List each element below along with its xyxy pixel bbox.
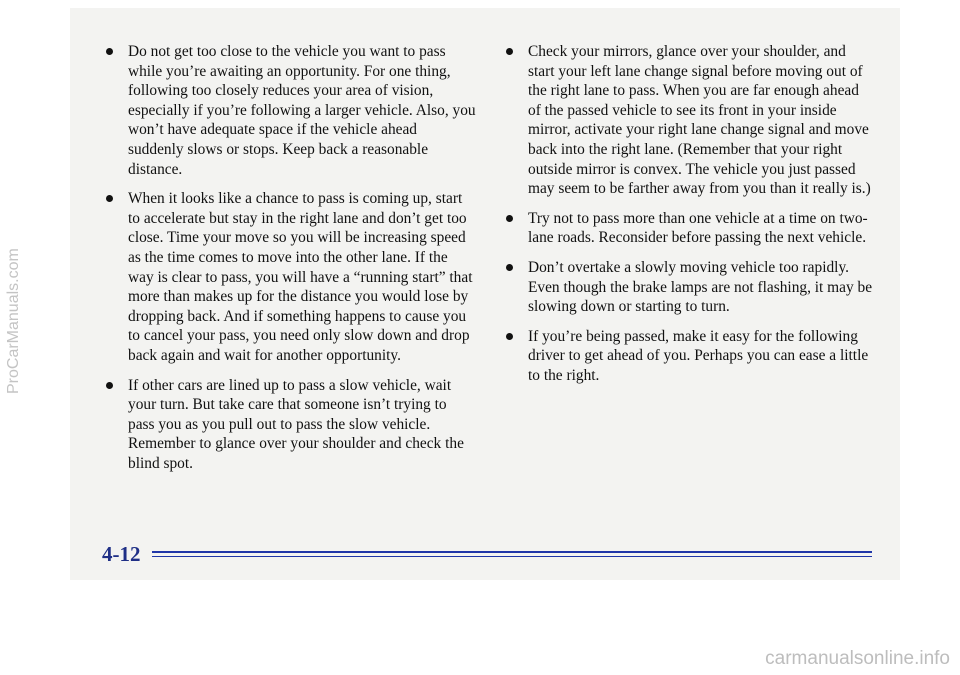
- bullet-text: If other cars are lined up to pass a slow vehicle, wait your turn. But take care that someone isn’t trying to pass you as you pull out to pass the slow vehicle. Remember to glance over your shoulder and check the blind spot.: [128, 376, 464, 472]
- bullet-icon: [106, 382, 113, 389]
- bullet-text: When it looks like a chance to pass is coming up, start to accelerate but stay in the right lane and don’t get too close. Time your move so you will be increasing speed as the time comes to move into the other lane. If the way is clear to pass, you will have a “running start” that more than makes up for the distance you would lose by dropping back. And if something happens to cause you to cancel your pass, you need only slow down and drop back again and wait for another opportunity.: [128, 190, 473, 364]
- bullet-icon: [506, 264, 513, 271]
- manual-page: [70, 8, 900, 580]
- footer-rule: [152, 551, 872, 553]
- bullet-icon: [506, 215, 513, 222]
- bullet-text: Don’t overtake a slowly moving vehicle too rapidly. Even though the brake lamps are not flashing, it may be slowing down or starting to turn.: [528, 258, 873, 316]
- page-footer: [102, 542, 872, 566]
- bullet-icon: [106, 48, 113, 55]
- bullet-text: Do not get too close to the vehicle you want to pass while you’re awaiting an opportunity. For one thing, following too closely reduces your area of vision, especially if you’re following a larger vehicle. Also, you won’t have adequate space if the vehicle ahead suddenly slows or stops. Keep back a reasonable distance.: [128, 43, 476, 178]
- bullet-item: [504, 327, 874, 386]
- bullet-icon: [506, 333, 513, 340]
- left-column: [104, 42, 476, 483]
- bullet-item: [504, 209, 874, 248]
- bullet-text: Try not to pass more than one vehicle at a time on two-lane roads. Reconsider before passing the next vehicle.: [528, 209, 868, 247]
- bullet-item: [104, 42, 476, 179]
- bullet-item: [104, 189, 476, 365]
- bullet-text: If you’re being passed, make it easy for the following driver to get ahead of you. Perhaps you can ease a little to the right.: [528, 327, 869, 384]
- bullet-item: [504, 258, 874, 317]
- bullet-item: [104, 376, 476, 474]
- bullet-icon: [106, 195, 113, 202]
- bottom-watermark: carmanualsonline.info: [765, 648, 950, 669]
- bullet-icon: [506, 48, 513, 55]
- side-watermark: ProCarManuals.com: [5, 248, 22, 394]
- footer-rule-thin: [152, 556, 872, 557]
- page-number: 4-12: [102, 542, 141, 566]
- right-column: [504, 42, 874, 396]
- bullet-item: [504, 42, 874, 199]
- bullet-text: Check your mirrors, glance over your shoulder, and start your left lane change signal before moving out of the right lane to pass. When you are far enough ahead of the passed vehicle to see its front in your inside mirror, activate your right lane change signal and move back into the right lane. (Remember that your right outside mirror is convex. The vehicle you just passed may seem to be farther away from you than it really is.): [528, 43, 871, 198]
